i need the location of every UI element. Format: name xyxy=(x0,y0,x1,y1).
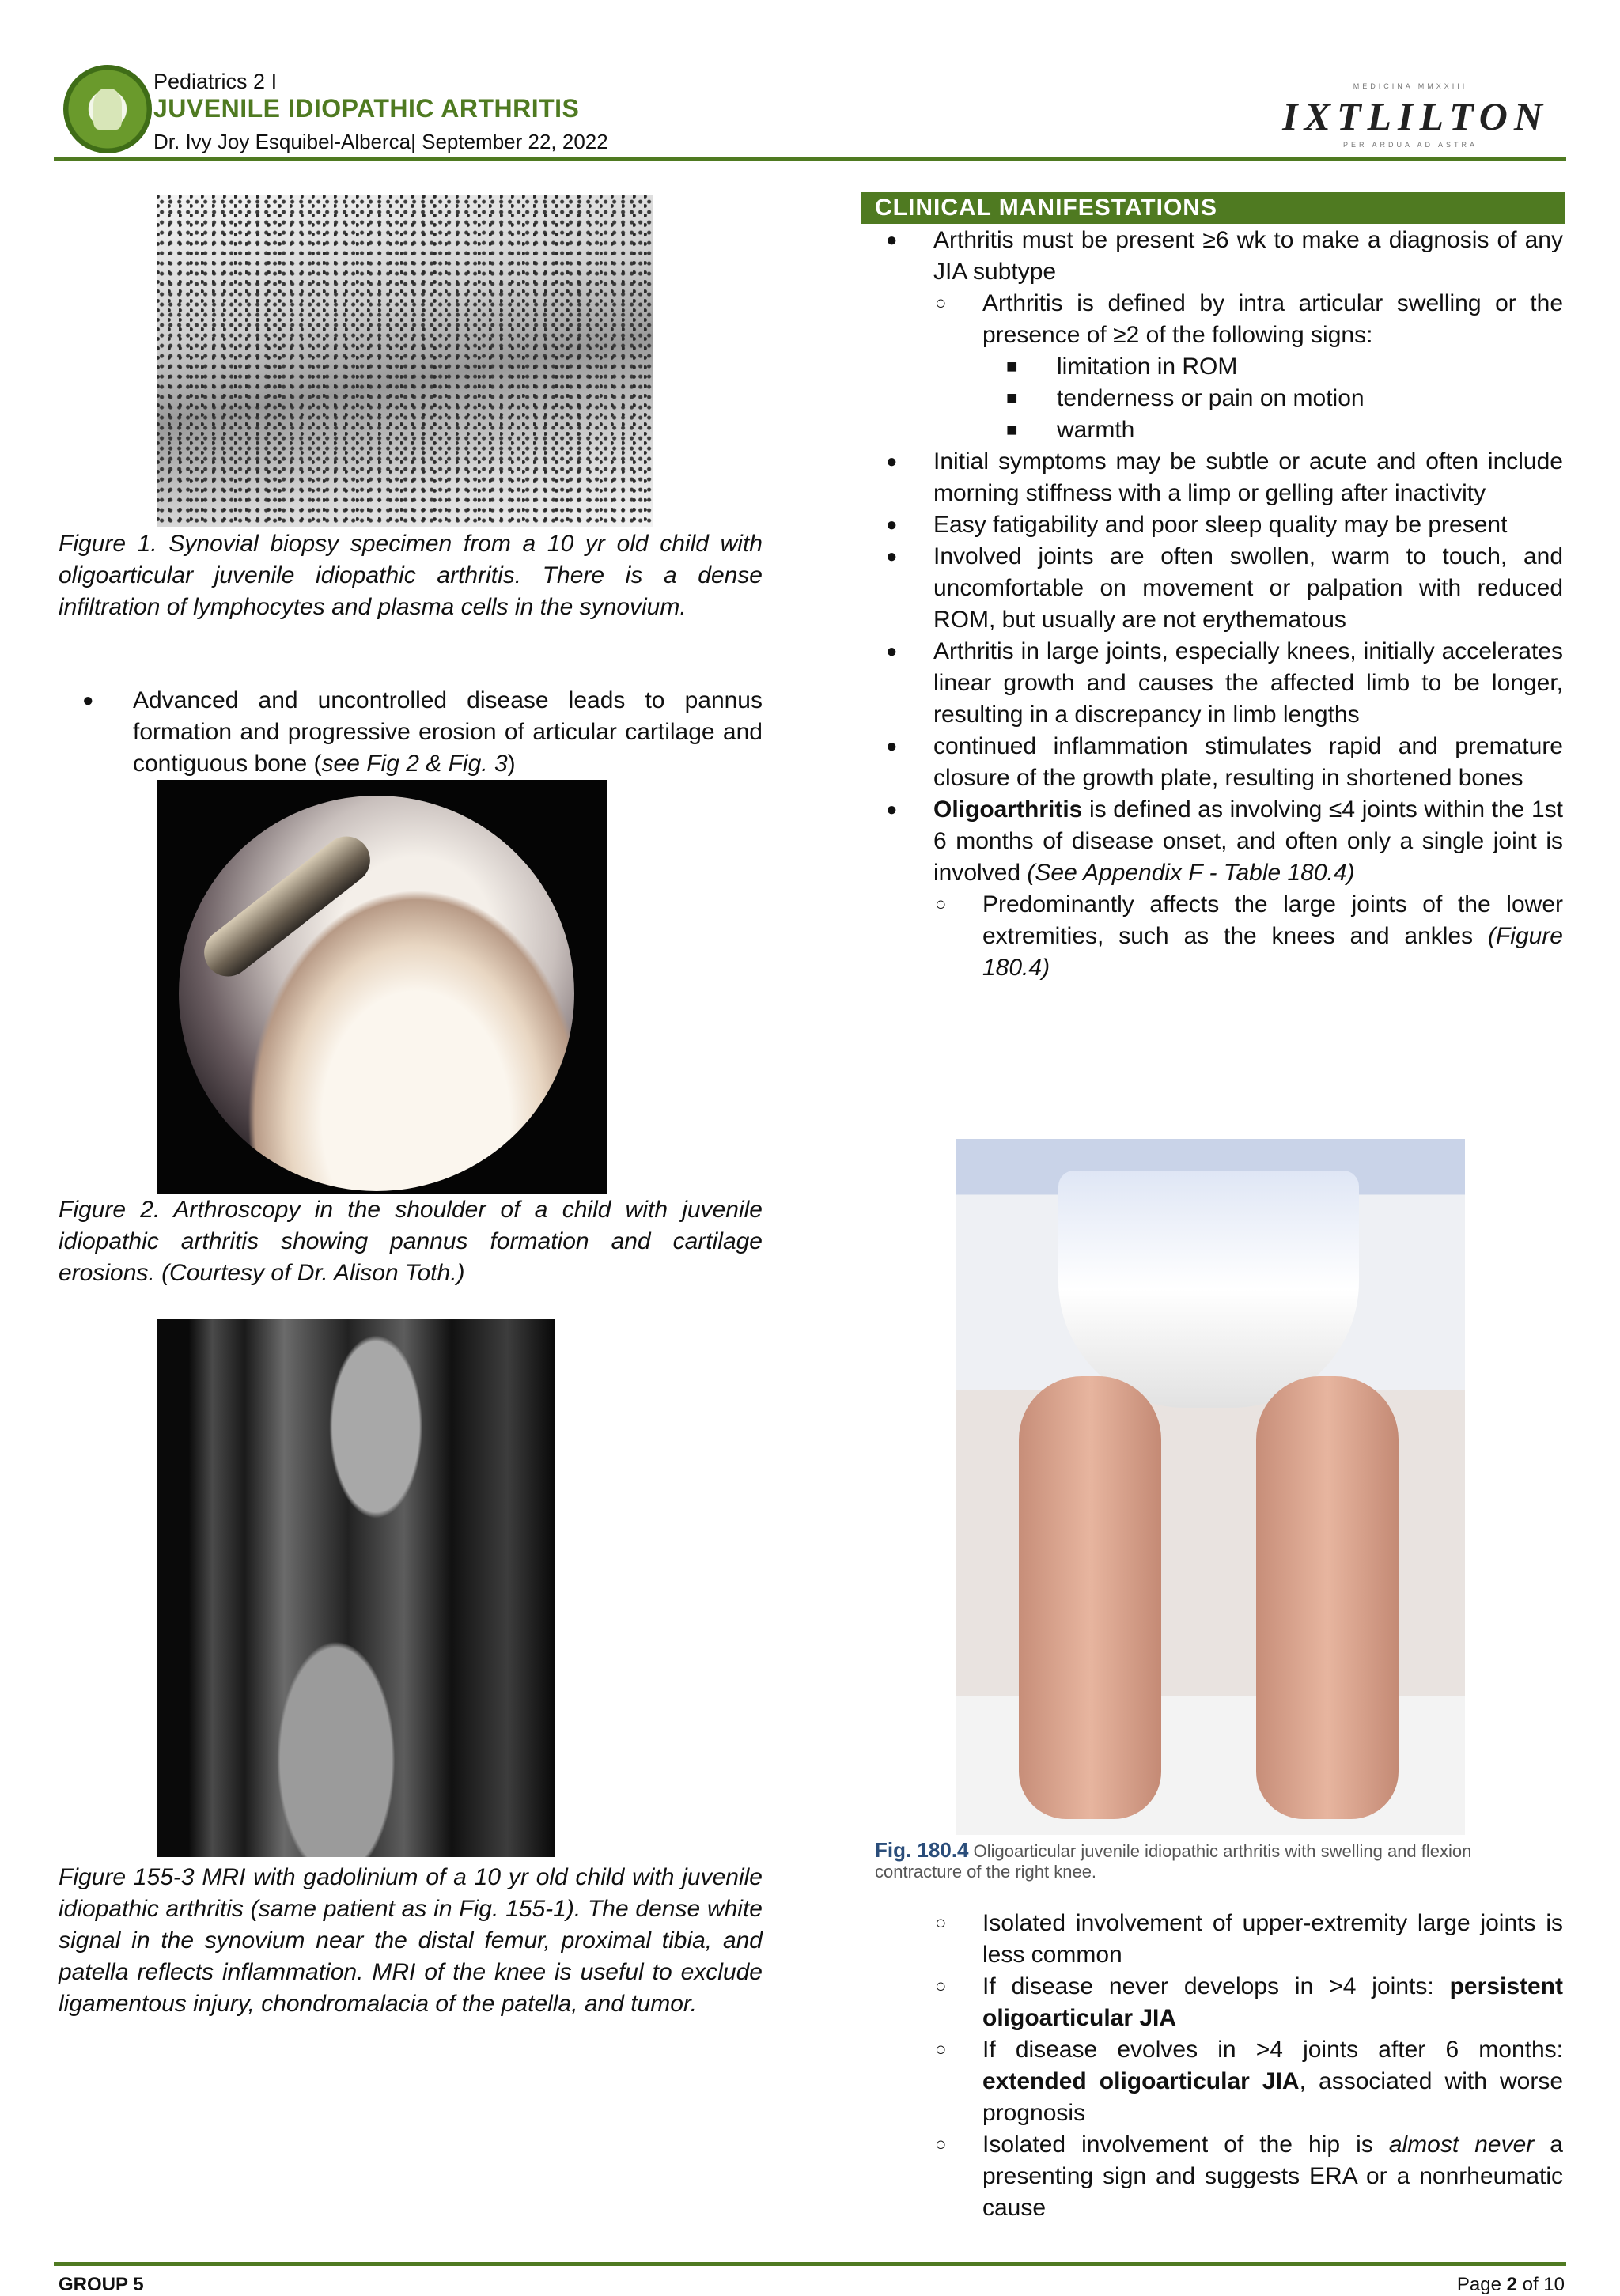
figure-2-caption: Figure 2. Arthroscopy in the shoulder of a child with juvenile idiopathic arthritis showing pannus formation and cartilage erosions. (Courtesy of Dr. Alison Toth.) xyxy=(59,1197,763,1286)
list-item-text: continued inflammation stimulates rapid and premature closure of the growth plate, resulting in shortened bones xyxy=(933,733,1563,791)
section-heading-clinical-manifestations: CLINICAL MANIFESTATIONS xyxy=(861,192,1565,224)
list-item-text: Oligoarthritis is defined as involving ≤4 joints within the 1st 6 months of disease onset, and often only a single joint is involved (See Appendix F - Table 180.4) xyxy=(933,796,1563,886)
author-date: Dr. Ivy Joy Esquibel-Alberca| September 22, 2022 xyxy=(153,130,608,153)
course-label: Pediatrics 2 I xyxy=(153,70,278,93)
oligoarticular-sub-list xyxy=(875,1908,1563,2224)
brand-motto-bottom: PER ARDUA AD ASTRA xyxy=(1342,141,1478,149)
list-item-text: Initial symptoms may be subtle or acute and often include morning stiffness with a limp or gelling after inactivity xyxy=(933,448,1563,506)
list-item xyxy=(875,636,1563,731)
circle-bullet-icon: ○ xyxy=(935,2039,947,2060)
sub-list-item xyxy=(875,1971,1563,2034)
square-bullet-icon: ■ xyxy=(1006,388,1018,409)
bullet-icon: ● xyxy=(82,690,94,711)
sub-sub-list-item xyxy=(875,414,1563,446)
figure-1-caption: Figure 1. Synovial biopsy specimen from a 10 yr old child with oligoarticular juvenile idiopathic arthritis. There is a dense infiltration of lymphocytes and plasma cells in the synovium. xyxy=(59,531,763,620)
photo-left-leg xyxy=(1019,1376,1161,1819)
bullet-icon: ● xyxy=(886,546,898,567)
figure-180-4-caption: Fig. 180.4 Oligoarticular juvenile idiopathic arthritis with swelling and flexion contracture of the right knee. xyxy=(875,1838,1472,1882)
brand-logo: IXTLILTON xyxy=(1282,94,1549,138)
sub-list-item xyxy=(875,889,1563,984)
figure-3-caption: Figure 155-3 MRI with gadolinium of a 10 yr old child with juvenile idiopathic arthritis (same patient as in Fig. 155-1). The dense white signal in the synovium near the distal femur, proximal tibia, and patella reflects inflammation. MRI of the knee is useful to exclude ligamentous injury, chondromalacia of the patella, and tumor. xyxy=(59,1864,763,2017)
sub-sub-list-item xyxy=(875,351,1563,383)
sub-list-item-text: Isolated involvement of upper-extremity large joints is less common xyxy=(982,1910,1563,1968)
circle-bullet-icon: ○ xyxy=(935,293,947,314)
list-item-text: Involved joints are often swollen, warm to touch, and uncomfortable on movement or palpation with reduced ROM, but usually are not erythematous xyxy=(933,543,1563,633)
bullet-icon: ● xyxy=(886,799,898,820)
square-bullet-icon: ■ xyxy=(1006,419,1018,441)
sub-list-item-text: If disease evolves in >4 joints after 6 months: extended oligoarticular JIA, associated with worse prognosis xyxy=(982,2037,1564,2126)
square-bullet-icon: ■ xyxy=(1006,356,1018,377)
list-item xyxy=(875,794,1563,889)
circle-bullet-icon: ○ xyxy=(935,894,947,915)
list-item xyxy=(875,731,1563,794)
arthroscope-view xyxy=(179,796,574,1191)
footer-divider xyxy=(54,2262,1566,2266)
sub-list-item xyxy=(875,1908,1563,1971)
bullet-icon: ● xyxy=(886,451,898,472)
left-bullet-pannus xyxy=(59,685,763,780)
sub-sub-list-item-text: tenderness or pain on motion xyxy=(1057,385,1365,411)
clinical-manifestations-list xyxy=(875,225,1563,984)
page-title: JUVENILE IDIOPATHIC ARTHRITIS xyxy=(153,94,580,123)
sub-sub-list-item-text: limitation in ROM xyxy=(1057,354,1238,380)
left-bullet-text: Advanced and uncontrolled disease leads to pannus formation and progressive erosion of articular cartilage and contiguous bone (see Fig 2 & Fig. 3) xyxy=(133,687,763,777)
sub-list-item-text: Predominantly affects the large joints of the lower extremities, such as the knees and ankles (Figure 180.4) xyxy=(982,891,1563,981)
footer-group: GROUP 5 xyxy=(59,2274,144,2295)
sub-sub-list-item xyxy=(875,383,1563,414)
list-item xyxy=(875,446,1563,509)
sub-list-item xyxy=(875,288,1563,351)
bullet-icon: ● xyxy=(886,229,898,251)
sub-list-item xyxy=(875,2034,1563,2129)
brand-motto-top: MEDICINA MMXXIII xyxy=(1353,82,1468,90)
header-divider xyxy=(54,157,1566,161)
school-seal-logo xyxy=(63,65,152,153)
sub-list-item xyxy=(875,2129,1563,2224)
page-number: Page 2 of 10 xyxy=(1456,2274,1565,2295)
circle-bullet-icon: ○ xyxy=(935,2134,947,2155)
sub-sub-list-item-text: warmth xyxy=(1057,417,1135,443)
list-item xyxy=(875,509,1563,541)
bullet-icon: ● xyxy=(886,736,898,757)
sub-list-item-text: Arthritis is defined by intra articular swelling or the presence of ≥2 of the following signs: xyxy=(982,290,1563,348)
photo-right-leg xyxy=(1256,1376,1399,1819)
list-item-text: Easy fatigability and poor sleep quality may be present xyxy=(933,512,1508,538)
photo-diaper xyxy=(1058,1171,1359,1408)
sub-list-item-text: If disease never develops in >4 joints: persistent oligoarticular JIA xyxy=(982,1973,1563,2031)
sub-list-item-text: Isolated involvement of the hip is almost never a presenting sign and suggests ERA or a nonrheumatic cause xyxy=(982,2131,1563,2221)
figure-2-arthroscopy-image xyxy=(157,780,608,1194)
bullet-icon: ● xyxy=(886,514,898,535)
figure-180-4-knee-photo xyxy=(956,1139,1465,1835)
figure-1-biopsy-image xyxy=(157,195,653,527)
list-item-text: Arthritis must be present ≥6 wk to make a diagnosis of any JIA subtype xyxy=(933,227,1563,285)
circle-bullet-icon: ○ xyxy=(935,1976,947,1997)
list-item xyxy=(875,541,1563,636)
bullet-icon: ● xyxy=(886,641,898,662)
list-item xyxy=(875,225,1563,288)
figure-3-mri-image xyxy=(157,1319,555,1857)
list-item-text: Arthritis in large joints, especially knees, initially accelerates linear growth and causes the affected limb to be longer, resulting in a discrepancy in limb lengths xyxy=(933,638,1563,728)
circle-bullet-icon: ○ xyxy=(935,1912,947,1934)
